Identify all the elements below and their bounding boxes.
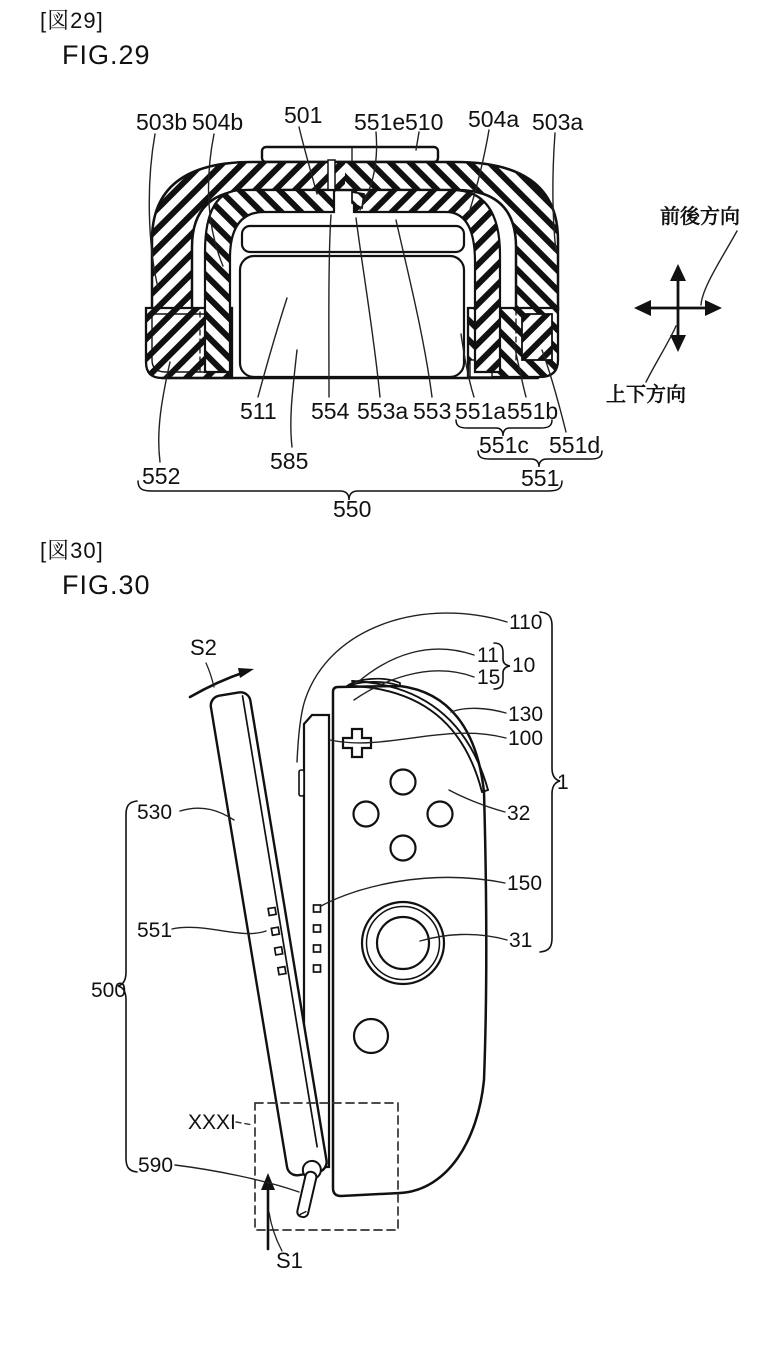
fig29-label-551e: 551e — [354, 109, 406, 135]
fig30-label-530: 530 — [137, 801, 173, 824]
fig29-direction-front-back: 前後方向 — [660, 206, 740, 228]
fig29-cavity-upper — [242, 226, 464, 252]
fig30-label-150: 150 — [507, 872, 543, 895]
fig29-label-503b: 503b — [136, 109, 188, 135]
fig29-label-501: 501 — [284, 102, 323, 128]
fig29-label-510: 510 — [405, 109, 444, 135]
fig30-label-500: 500 — [91, 979, 127, 1002]
fig30-lock-pin — [296, 1171, 317, 1218]
fig30-label-15: 15 — [477, 666, 501, 689]
direction-cross-icon — [634, 231, 737, 382]
fig29-label-550: 550 — [333, 496, 372, 522]
fig29-label-551c: 551c — [479, 432, 529, 458]
s1-arrow-icon — [261, 1173, 282, 1251]
fig29-title: FIG.29 — [62, 40, 151, 70]
fig30-label-11: 11 — [477, 644, 499, 667]
fig30-label-s2: S2 — [190, 635, 217, 660]
fig29-label-503a: 503a — [532, 109, 584, 135]
fig29-label-552: 552 — [142, 463, 181, 489]
fig30-label-xxxi: XXXI — [188, 1111, 236, 1134]
fig30-label-110: 110 — [509, 611, 543, 634]
fig30-label-130: 130 — [508, 703, 544, 726]
fig30-label-10: 10 — [512, 654, 536, 677]
fig29-label-553a: 553a — [357, 398, 409, 424]
fig30-label-1: 1 — [557, 771, 569, 794]
fig29-label-551: 551 — [521, 465, 560, 491]
fig29-cross-section — [138, 127, 737, 500]
analog-stick-icon — [362, 902, 444, 984]
fig29-label-551a: 551a — [455, 398, 507, 424]
fig30-label-31: 31 — [509, 929, 533, 952]
fig29-label-554: 554 — [311, 398, 350, 424]
fig29-label-511: 511 — [240, 398, 277, 424]
fig30-label-s1: S1 — [276, 1248, 303, 1273]
fig29-label-585: 585 — [270, 448, 309, 474]
fig29-label-551b: 551b — [507, 398, 559, 424]
fig29-cavity-lower — [240, 256, 464, 377]
fig29-top-plate — [262, 147, 438, 162]
fig30-tag: [図30] — [40, 538, 104, 563]
fig30-controller-view — [118, 612, 560, 1251]
fig30-label-32: 32 — [507, 802, 531, 825]
fig29-label-504a: 504a — [468, 106, 520, 132]
fig30-title: FIG.30 — [62, 570, 151, 600]
fig30-label-100: 100 — [508, 727, 544, 750]
home-button-icon — [354, 1019, 388, 1053]
fig29-direction-up-down: 上下方向 — [606, 384, 686, 406]
fig29-label-504b: 504b — [192, 109, 244, 135]
fig29-tag: [図29] — [40, 8, 104, 33]
fig29-label-553: 553 — [413, 398, 452, 424]
fig30-label-590: 590 — [138, 1154, 174, 1177]
fig30-label-551: 551 — [137, 919, 173, 942]
fig29-label-551d: 551d — [549, 432, 601, 458]
